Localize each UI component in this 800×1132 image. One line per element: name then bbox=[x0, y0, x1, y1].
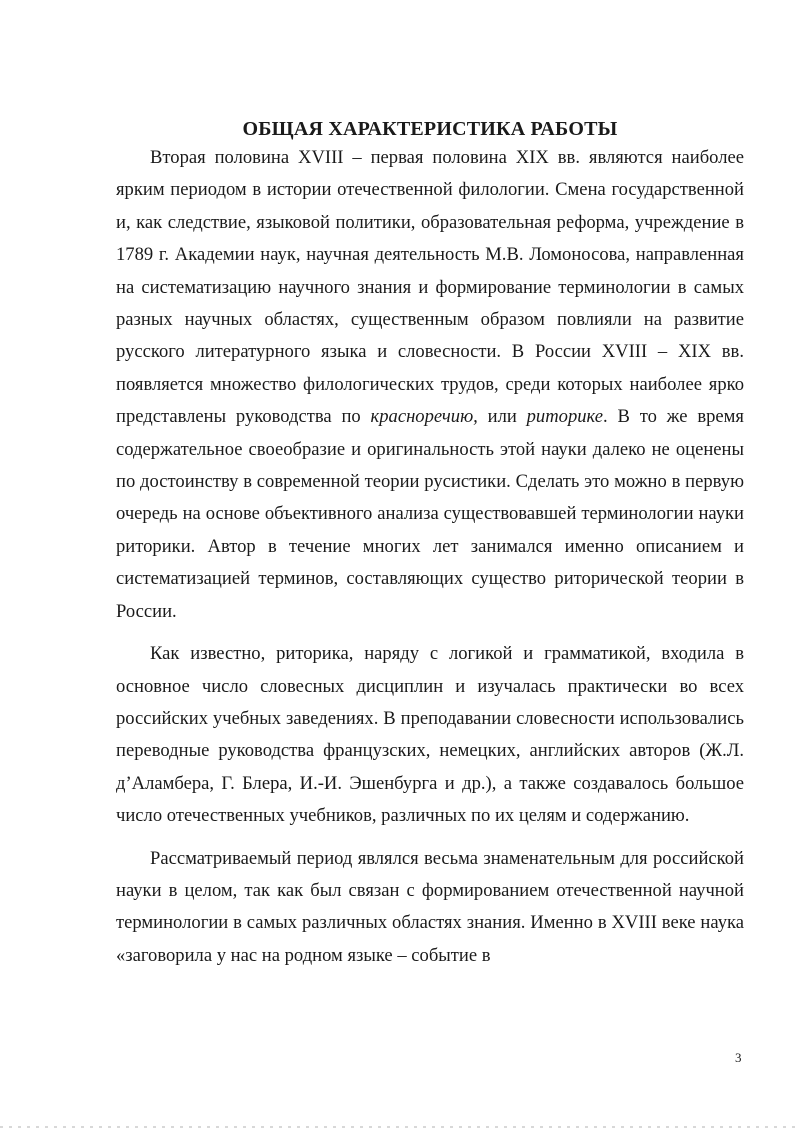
paragraph-1-run: или bbox=[477, 406, 527, 428]
paragraph-1-run: Вторая половина XVIII – первая половина XIX вв. являются наиболее ярким периодом в истории отечественной филологии. Смена государственной и, как следствие, языковой политики, образовательная реформа, учреждение в 1789 г. Академии наук, научная деятельность М.В. Ломоносова, направленная на систематизацию научного знания и формирование терминологии в самых разных научных областях, существенным образом повлияли на развитие русского литературного языка и словесности. В России XVIII – XIX вв. появляется множество филологических трудов, среди которых наиболее ярко представлены руководства по bbox=[116, 147, 744, 428]
paragraph-2-run: Как известно, риторика, наряду с логикой и грамматикой, входила в основное число словесных дисциплин и изучалась практически во всех российских учебных заведениях. В преподавании словесности использовались переводные руководства французских, немецких, английских авторов (Ж.Л. д’Аламбера, Г. Блера, И.-И. Эшенбурга и др.), а также создавалось большое число отечественных учебников, различных по их целям и содержанию. bbox=[116, 643, 744, 827]
document-title: ОБЩАЯ ХАРАКТЕРИСТИКА РАБОТЫ bbox=[242, 118, 618, 140]
page-number: 3 bbox=[735, 1050, 742, 1065]
scan-edge-artifact bbox=[0, 1126, 800, 1128]
paragraph-1 bbox=[116, 142, 744, 628]
paragraph-3-run: Рассматриваемый период являлся весьма знаменательным для российской науки в целом, так как был связан с формированием отечественной научной терминологии в самых различных областях знания. Именно в XVIII веке наука «заговорила у нас на родном языке – событие в bbox=[116, 847, 744, 966]
document-page bbox=[116, 116, 744, 972]
paragraph-1-italic-term: красноречию, bbox=[370, 406, 478, 428]
paragraph-1-italic-term: риторике bbox=[526, 406, 604, 428]
paragraph-2 bbox=[116, 638, 744, 832]
paragraph-1-run: . В то же время содержательное своеобразие и оригинальность этой науки далеко не оценены по достоинству в современной теории русистики. Сделать это можно в первую очередь на основе объективного анализа существовавшей терминологии науки риторики. Автор в течение многих лет занимался именно описанием и систематизацией терминов, составляющих существо риторической теории в России. bbox=[116, 406, 744, 622]
paragraph-3 bbox=[116, 843, 744, 973]
